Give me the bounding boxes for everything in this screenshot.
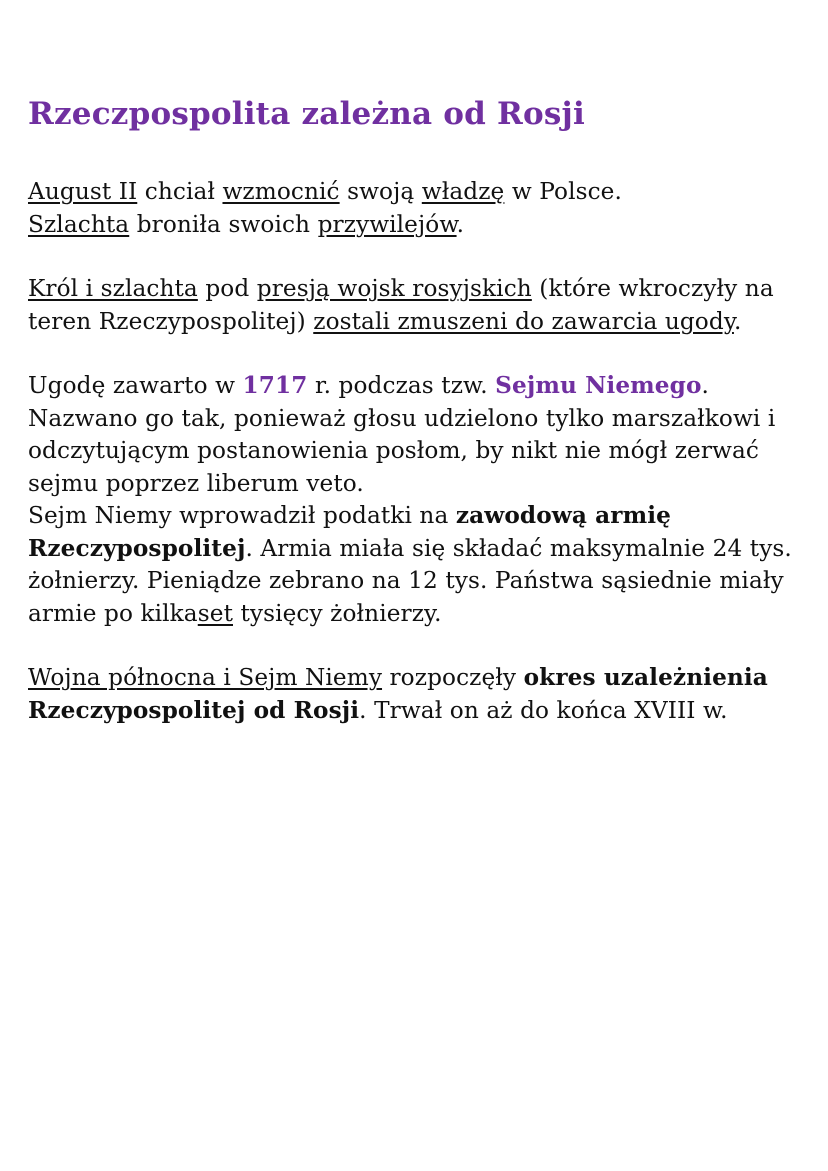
bold-okres-uzaleznienia: okres uzależnienia Rzeczypospolitej od Rosji bbox=[28, 664, 768, 724]
term-szlachta: Szlachta bbox=[28, 210, 130, 238]
text-segment: . bbox=[701, 372, 710, 399]
text-segment: swoją bbox=[339, 178, 422, 205]
term-wzmocnic: wzmocnić bbox=[222, 178, 340, 205]
text-segment: r. podczas tzw. bbox=[307, 372, 496, 399]
text-segment: . Armia miała się składać maksymalnie 24 tys. żołnierzy. Pieniądze zebrano na 12 tys. Państwa sąsiednie miały armie po kilka bbox=[28, 534, 792, 627]
text-segment: Sejm Niemy wprowadził podatki na bbox=[28, 502, 456, 529]
highlight-year-1717: 1717 bbox=[242, 372, 308, 399]
text-segment: broniła swoich bbox=[129, 210, 318, 238]
document-page bbox=[28, 90, 808, 759]
term-przywilejow: przywilejów bbox=[317, 210, 457, 238]
text-segment: w Polsce. bbox=[504, 178, 622, 205]
highlight-sejm-niemy: Sejmu Niemego bbox=[495, 372, 702, 399]
text-segment: chciał bbox=[137, 178, 223, 205]
page-title: Rzeczpospolita zależna od Rosji bbox=[28, 96, 585, 132]
term-august-ii: August II bbox=[28, 178, 138, 205]
bold-zawodowa-armia: zawodową armię Rzeczypospolitej bbox=[28, 502, 671, 562]
paragraph-3 bbox=[28, 370, 808, 630]
text-segment: pod bbox=[197, 275, 257, 302]
paragraph-4 bbox=[28, 662, 808, 727]
term-presja-wojsk: presją wojsk rosyjskich bbox=[256, 275, 532, 302]
text-segment: rozpoczęły bbox=[382, 664, 524, 691]
text-segment: . Trwał on aż do końca XVIII w. bbox=[359, 696, 728, 724]
text-segment: . bbox=[733, 307, 742, 335]
text-segment: (które wkroczyły na teren Rzeczypospolitej) bbox=[28, 275, 774, 335]
term-zmuszeni-do-ugody: zostali zmuszeni do zawarcia ugody bbox=[313, 307, 734, 335]
text-segment: tysięcy żołnierzy. bbox=[233, 599, 442, 627]
paragraph-2 bbox=[28, 273, 808, 338]
term-set: set bbox=[197, 599, 233, 627]
text-segment: Nazwano go tak, ponieważ głosu udzielono tylko marszałkowi i odczytującym postanowienia posłom, by nikt nie mógł zerwać sejmu poprzez liberum veto. bbox=[28, 404, 776, 497]
text-segment: . bbox=[456, 210, 465, 238]
text-segment: Ugodę zawarto w bbox=[28, 372, 243, 399]
term-wladze: władzę bbox=[421, 178, 505, 205]
term-krol-i-szlachta: Król i szlachta bbox=[28, 275, 198, 302]
paragraph-1 bbox=[28, 176, 808, 241]
term-wojna-polnocna: Wojna północna i Sejm Niemy bbox=[28, 664, 383, 691]
